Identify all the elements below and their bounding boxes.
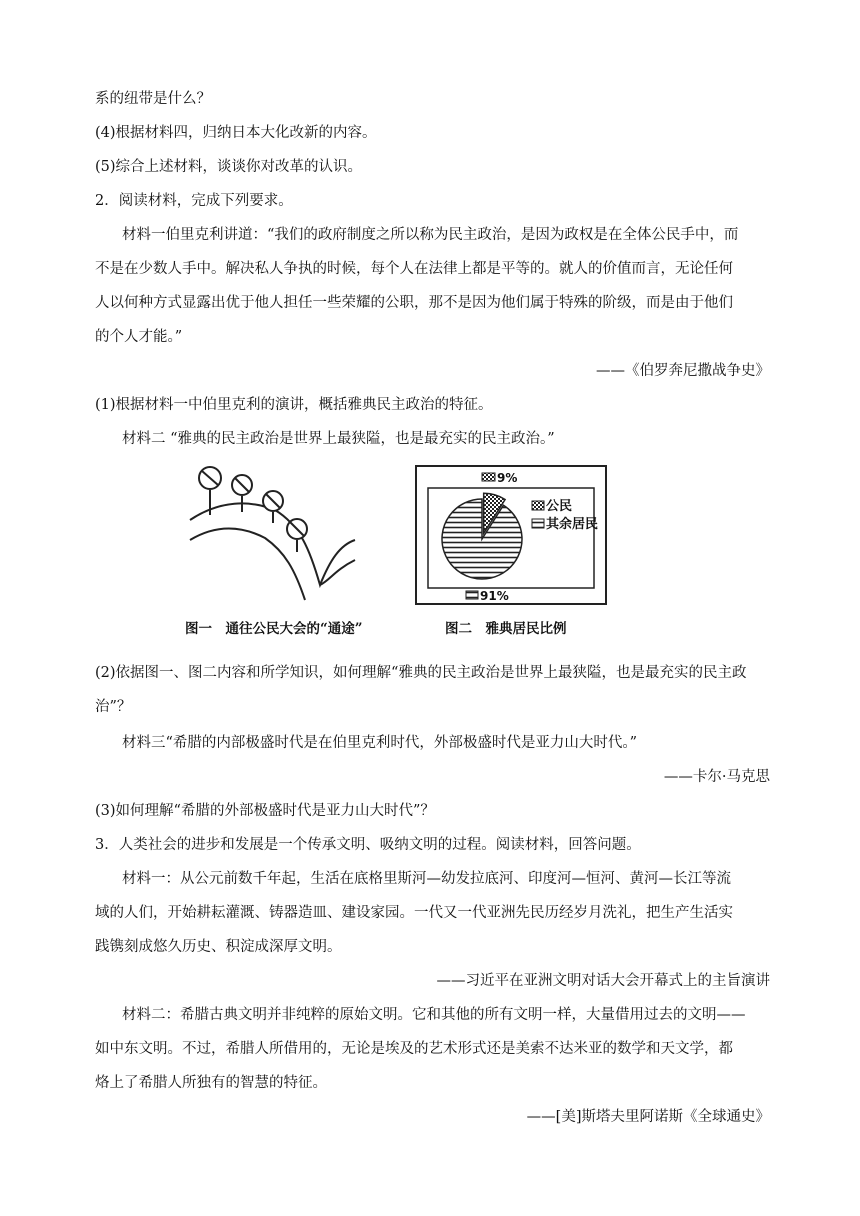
sub-question-2-cont: 治”？ (95, 699, 132, 715)
legend-citizens: 公民 (546, 499, 573, 514)
source-citation: ——习近平在亚洲文明对话大会开幕式上的主旨演讲 (436, 973, 770, 989)
material-2-line: 材料二：希腊古典文明并非纯粹的原始文明。它和其他的所有文明一样，大量借用过去的文明—— (122, 1007, 746, 1023)
sub-question-2: (2)依据图一、图二内容和所学知识，如何理解“雅典的民主政治是世界上最狭隘，也是最充实的民主政 (95, 665, 747, 681)
material-1-line: 的个人才能。” (95, 329, 183, 345)
material-2-line: 如中东文明。不过，希腊人所借用的，无论是埃及的艺术形式还是美索不达米亚的数学和天文学，都 (95, 1041, 733, 1057)
legend-swatch-others (532, 519, 544, 528)
material-2-line: 材料二 “雅典的民主政治是世界上最狭隘，也是最充实的民主政治。” (122, 431, 555, 447)
data-label-citizens: 9% (497, 471, 518, 485)
question-line: 系的纽带是什么？ (95, 91, 211, 107)
legend-swatch-citizens (532, 501, 544, 510)
pie-slice-others (442, 499, 522, 579)
question-4: (4)根据材料四，归纳日本大化改新的内容。 (95, 125, 377, 141)
figure-2-pie-chart (412, 460, 612, 608)
sub-question-1: (1)根据材料一中伯里克利的演讲，概括雅典民主政治的特征。 (95, 397, 493, 413)
question-heading-3: 3．人类社会的进步和发展是一个传承文明、吸纳文明的过程。阅读材料，回答问题。 (95, 837, 641, 853)
question-heading-2: 2．阅读材料，完成下列要求。 (95, 193, 293, 209)
material-1-line: 人以何种方式显露出优于他人担任一些荣耀的公职，那不是因为他们属于特殊的阶级，而是由于他们 (95, 295, 733, 311)
figure-2-caption: 图二 雅典居民比例 (445, 621, 567, 637)
material-1-line: 域的人们，开始耕耘灌溉、铸器造皿、建设家园。一代又一代亚洲先民历经岁月洗礼，把生产生活实 (95, 905, 733, 921)
question-5: (5)综合上述材料，谈谈你对改革的认识。 (95, 159, 363, 175)
source-citation: ——[美]斯塔夫里阿诺斯《全球通史》 (526, 1109, 770, 1125)
material-1-line: 材料一：从公元前数千年起，生活在底格里斯河—幼发拉底河、印度河—恒河、黄河—长江等流 (122, 871, 731, 887)
source-citation: ——《伯罗奔尼撒战争史》 (596, 363, 770, 379)
data-label-others: 91% (480, 589, 509, 603)
label-swatch-others (466, 591, 478, 599)
label-swatch-citizens (482, 473, 495, 481)
legend-others: 其余居民 (546, 517, 599, 532)
material-1-line: 材料一伯里克利讲道：“我们的政府制度之所以称为民主政治，是因为政权是在全体公民手中，而 (122, 227, 739, 243)
figure-1-illustration (180, 460, 370, 610)
material-1-line: 践镌刻成悠久历史、积淀成深厚文明。 (95, 939, 342, 955)
source-citation: ——卡尔·马克思 (663, 769, 770, 785)
sub-question-3: (3)如何理解“希腊的外部极盛时代是亚力山大时代”？ (95, 803, 435, 819)
figure-1-caption: 图一 通往公民大会的“通途” (185, 621, 363, 637)
material-3-line: 材料三“希腊的内部极盛时代是在伯里克利时代，外部极盛时代是亚力山大时代。” (122, 735, 638, 751)
material-2-line: 烙上了希腊人所独有的智慧的特征。 (95, 1075, 327, 1091)
material-1-line: 不是在少数人手中。解决私人争执的时候，每个人在法律上都是平等的。就人的价值而言，无论任何 (95, 261, 733, 277)
